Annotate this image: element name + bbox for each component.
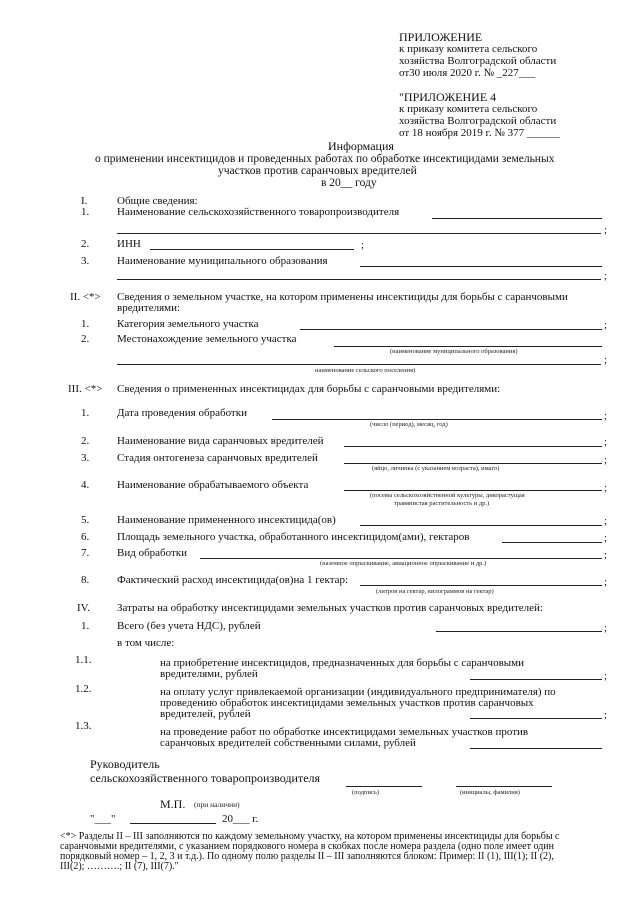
appendix-order-ref: от30 июля 2020 г. № _227___ bbox=[399, 67, 536, 79]
footnote-text: <*> Разделы II – III заполняются по каждому земельному участку, на котором применены инсектициды для борьбы с bbox=[60, 831, 560, 842]
field-hint: (подпись) bbox=[352, 789, 379, 796]
own-forces-cost-field[interactable] bbox=[470, 748, 602, 749]
semicolon: ; bbox=[604, 515, 608, 527]
insecticide-purchase-cost-field[interactable] bbox=[470, 679, 602, 680]
municipality-field[interactable] bbox=[360, 266, 602, 267]
document-subtitle: участков против саранчовых вредителей bbox=[218, 165, 417, 177]
date-day-field[interactable]: "___" bbox=[90, 813, 116, 825]
field-label: Наименование вида саранчовых вредителей bbox=[117, 435, 324, 447]
item-number: 8. bbox=[81, 574, 90, 586]
appendix4-title: "ПРИЛОЖЕНИЕ 4 bbox=[399, 90, 497, 104]
field-label: Категория земельного участка bbox=[117, 318, 259, 330]
semicolon: ; bbox=[604, 532, 608, 544]
field-hint: (наименование муниципального образования) bbox=[390, 348, 518, 355]
ontogenesis-stage-field[interactable] bbox=[344, 463, 602, 464]
item-number: 7. bbox=[81, 547, 90, 559]
treatment-type-field[interactable] bbox=[200, 558, 602, 559]
subitem-number: 1.1. bbox=[75, 654, 92, 666]
field-label: Площадь земельного участка, обработанного инсектицидом(ами), гектаров bbox=[117, 531, 470, 543]
semicolon: ; bbox=[604, 354, 608, 366]
footnote-text: III(2); ……….; II (7), III(7)." bbox=[60, 861, 179, 872]
semicolon: ; bbox=[604, 436, 608, 448]
section-number: IV. bbox=[77, 602, 90, 614]
appendix-line: хозяйства Волгоградской области bbox=[399, 55, 557, 67]
item-number: 2. bbox=[81, 238, 90, 250]
treated-object-field[interactable] bbox=[344, 490, 602, 491]
producer-name-field-cont[interactable] bbox=[117, 233, 601, 234]
report-year: в 20__ году bbox=[321, 177, 377, 189]
section-number: III. <*> bbox=[68, 383, 103, 395]
treated-area-field[interactable] bbox=[502, 542, 602, 543]
contractor-cost-field[interactable] bbox=[470, 718, 602, 719]
appendix4-line: к приказу комитета сельского bbox=[399, 103, 538, 115]
section-number: II. <*> bbox=[70, 291, 101, 303]
semicolon: ; bbox=[604, 709, 608, 721]
insecticide-name-field[interactable] bbox=[360, 525, 602, 526]
appendix4-order-ref: от 18 ноября 2019 г. № 377 ______ bbox=[399, 127, 560, 139]
field-hint: (яйцо, личинка (с указанием возраста), имаго) bbox=[372, 465, 500, 472]
field-hint: (число (период), месяц, год) bbox=[370, 421, 448, 428]
initials-surname-field[interactable] bbox=[456, 786, 552, 787]
subitem-label: вредителями, рублей bbox=[160, 668, 258, 680]
field-label: Местонахождение земельного участка bbox=[117, 333, 297, 345]
item-number: 3. bbox=[81, 452, 90, 464]
appendix-line: к приказу комитета сельского bbox=[399, 43, 538, 55]
field-label: Всего (без учета НДС), рублей bbox=[117, 620, 261, 632]
item-number: 1. bbox=[81, 206, 90, 218]
subitem-label: проведению обработок инсектицидами земельных участков против саранчовых bbox=[160, 697, 534, 709]
signature-field[interactable] bbox=[346, 786, 422, 787]
semicolon: ; bbox=[604, 224, 608, 236]
footnote-text: саранчовыми вредителями, с указанием порядкового номера в скобках после номера раздела (одно поле имеет один bbox=[60, 841, 554, 852]
section-heading: Сведения о примененных инсектицидах для борьбы с саранчовыми вредителями: bbox=[117, 383, 501, 395]
semicolon: ; bbox=[604, 622, 608, 634]
semicolon: ; bbox=[604, 670, 608, 682]
appendix-title: ПРИЛОЖЕНИЕ bbox=[399, 30, 483, 44]
document-subtitle: о применении инсектицидов и проведенных работах по обработке инсектицидами земельных bbox=[95, 153, 555, 165]
field-hint: травянистая растительность и др.) bbox=[394, 500, 490, 507]
field-label: Наименование муниципального образования bbox=[117, 255, 328, 267]
semicolon: ; bbox=[604, 482, 608, 494]
settlement-field[interactable] bbox=[117, 364, 601, 365]
appendix4-line: хозяйства Волгоградской области bbox=[399, 115, 557, 127]
field-label: Наименование примененного инсектицида(ов) bbox=[117, 514, 336, 526]
field-label: Стадия онтогенеза саранчовых вредителей bbox=[117, 452, 318, 464]
document-title: Информация bbox=[328, 139, 394, 153]
field-hint: (посевы сельскохозяйственной культуры, дикорастущая bbox=[370, 492, 525, 499]
semicolon: ; bbox=[604, 549, 608, 561]
producer-name-field[interactable] bbox=[432, 218, 602, 219]
item-number: 4. bbox=[81, 479, 90, 491]
footnote-text: порядковый номер – 1, 2, 3 и т.д.). По одному полю разделы II – III заполняются блоком: Пример: II (1), III(1); II (2), bbox=[60, 851, 554, 862]
section-heading: Общие сведения: bbox=[117, 195, 198, 207]
land-location-field[interactable] bbox=[334, 346, 602, 347]
item-number: 2. bbox=[81, 435, 90, 447]
field-hint: наименование сельского поселения) bbox=[315, 367, 416, 374]
subitem-label: на приобретение инсектицидов, предназначенных для борьбы с саранчовыми bbox=[160, 657, 524, 669]
date-month-field[interactable] bbox=[130, 823, 216, 824]
subitem-label: саранчовых вредителей собственными силами, рублей bbox=[160, 737, 416, 749]
land-category-field[interactable] bbox=[300, 329, 602, 330]
municipality-field-cont[interactable] bbox=[117, 279, 601, 280]
item-number: 3. bbox=[81, 255, 90, 267]
stamp-label: М.П. bbox=[160, 797, 186, 811]
treatment-date-field[interactable] bbox=[272, 419, 602, 420]
signature-head-label: Руководитель bbox=[90, 757, 160, 771]
subitem-label: на оплату услуг привлекаемой организации (индивидуального предпринимателя) по bbox=[160, 686, 556, 698]
item-number: 1. bbox=[81, 318, 90, 330]
item-number: 5. bbox=[81, 514, 90, 526]
total-cost-field[interactable] bbox=[436, 631, 602, 632]
field-label: ИНН bbox=[117, 238, 141, 250]
section-number: I. bbox=[81, 195, 88, 207]
consumption-rate-field[interactable] bbox=[360, 585, 602, 586]
field-hint: (наземное опрыскивание, авиационное опрыскивание и др.) bbox=[320, 560, 487, 567]
semicolon: ; bbox=[604, 319, 608, 331]
field-label: Наименование обрабатываемого объекта bbox=[117, 479, 309, 491]
subitem-number: 1.2. bbox=[75, 683, 92, 695]
field-label: Вид обработки bbox=[117, 547, 188, 559]
inn-field[interactable] bbox=[150, 249, 354, 250]
field-label: Наименование сельскохозяйственного товаропроизводителя bbox=[117, 206, 400, 218]
pest-species-field[interactable] bbox=[344, 446, 602, 447]
section-heading: Затраты на обработку инсектицидами земельных участков против саранчовых вредителей: bbox=[117, 602, 543, 614]
subitem-number: 1.3. bbox=[75, 720, 92, 732]
stamp-hint: (при наличии) bbox=[194, 800, 240, 809]
field-hint: (литров на гектар, килограммов на гектар) bbox=[376, 588, 494, 595]
field-label: Дата проведения обработки bbox=[117, 407, 247, 419]
section-heading: вредителями: bbox=[117, 302, 181, 314]
subitem-label: на проведение работ по обработке инсектицидами земельных участков против bbox=[160, 726, 529, 738]
field-label: Фактический расход инсектицида(ов)на 1 гектар: bbox=[117, 574, 349, 586]
including-label: в том числе: bbox=[117, 637, 175, 649]
semicolon: ; bbox=[604, 454, 608, 466]
item-number: 1. bbox=[81, 407, 90, 419]
signature-org-label: сельскохозяйственного товаропроизводителя bbox=[90, 771, 321, 785]
item-number: 1. bbox=[81, 620, 90, 632]
section-heading: Сведения о земельном участке, на котором применены инсектициды для борьбы с саранчовыми bbox=[117, 291, 568, 303]
semicolon: ; bbox=[604, 576, 608, 588]
semicolon: ; bbox=[361, 239, 365, 251]
date-year-field[interactable]: 20___ г. bbox=[222, 813, 259, 825]
semicolon: ; bbox=[604, 270, 608, 282]
item-number: 6. bbox=[81, 531, 90, 543]
semicolon: ; bbox=[604, 410, 608, 422]
item-number: 2. bbox=[81, 333, 90, 345]
subitem-label: вредителей, рублей bbox=[160, 708, 251, 720]
field-hint: (инициалы, фамилия) bbox=[460, 789, 520, 796]
